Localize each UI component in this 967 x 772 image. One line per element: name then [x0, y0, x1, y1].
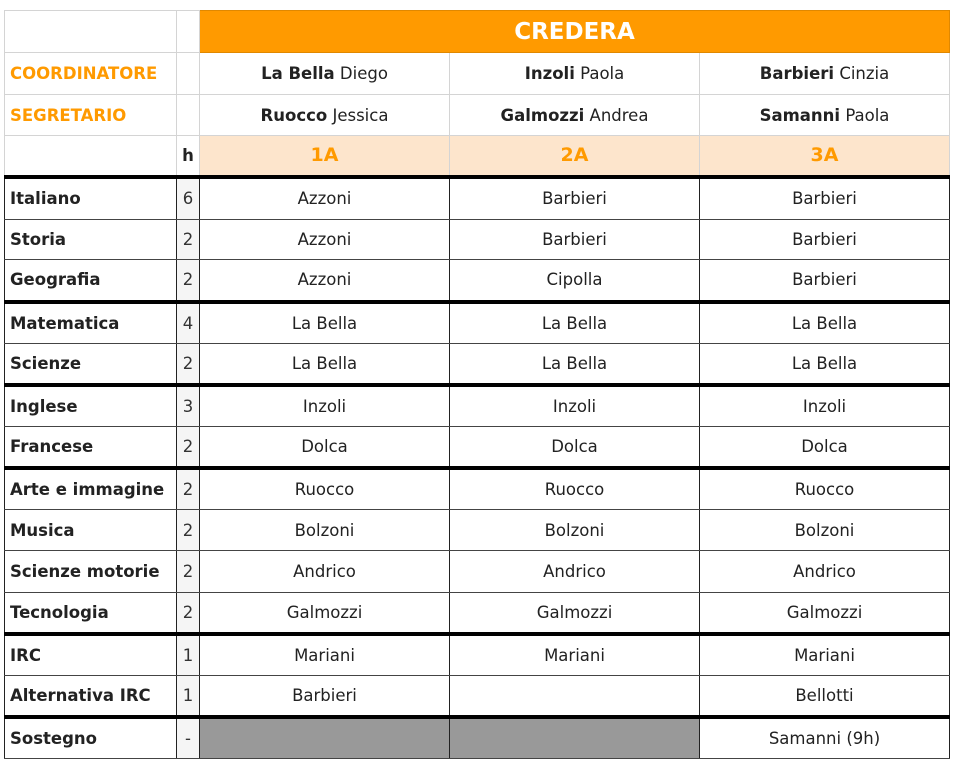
- teacher-cell-2a[interactable]: Mariani: [450, 634, 700, 676]
- teacher-cell-1a[interactable]: La Bella: [200, 344, 450, 385]
- subject-cell[interactable]: Sostegno: [5, 717, 177, 759]
- teacher-cell-3a[interactable]: Bolzoni: [700, 510, 950, 551]
- teacher-cell-2a[interactable]: Dolca: [450, 427, 700, 468]
- hours-cell[interactable]: 1: [177, 634, 200, 676]
- coordinatore-label[interactable]: COORDINATORE: [5, 53, 177, 95]
- empty-cell[interactable]: [5, 11, 177, 53]
- teacher-cell-3a[interactable]: Inzoli: [700, 385, 950, 427]
- teacher-cell-3a[interactable]: Samanni (9h): [700, 717, 950, 759]
- hours-cell[interactable]: 3: [177, 385, 200, 427]
- teacher-cell-3a[interactable]: Dolca: [700, 427, 950, 468]
- subject-cell[interactable]: Scienze: [5, 344, 177, 385]
- hours-cell[interactable]: 2: [177, 260, 200, 302]
- first-name: Diego: [339, 64, 388, 83]
- subject-cell[interactable]: Inglese: [5, 385, 177, 427]
- teacher-cell-2a[interactable]: Cipolla: [450, 260, 700, 302]
- coordinatore-2a[interactable]: [450, 53, 700, 95]
- table-row: [5, 717, 950, 759]
- coordinatore-row: [5, 53, 950, 95]
- teacher-cell-1a[interactable]: Mariani: [200, 634, 450, 676]
- teacher-cell-3a[interactable]: Mariani: [700, 634, 950, 676]
- subject-cell[interactable]: Francese: [5, 427, 177, 468]
- empty-cell[interactable]: [177, 53, 200, 95]
- teacher-cell-3a[interactable]: La Bella: [700, 302, 950, 344]
- segretario-1a[interactable]: [200, 95, 450, 136]
- unavailable-cell[interactable]: [450, 717, 700, 759]
- table-row: [5, 551, 950, 593]
- subject-cell[interactable]: Musica: [5, 510, 177, 551]
- teacher-cell-2a[interactable]: Galmozzi: [450, 593, 700, 634]
- first-name: Cinzia: [839, 64, 890, 83]
- hours-cell[interactable]: 2: [177, 468, 200, 510]
- subject-cell[interactable]: Scienze motorie: [5, 551, 177, 593]
- school-title[interactable]: CREDERA: [200, 11, 950, 53]
- empty-cell[interactable]: [177, 11, 200, 53]
- hours-header[interactable]: h: [177, 136, 200, 177]
- segretario-label[interactable]: SEGRETARIO: [5, 95, 177, 136]
- table-row: [5, 260, 950, 302]
- table-row: [5, 385, 950, 427]
- hours-cell[interactable]: 6: [177, 177, 200, 220]
- hours-cell[interactable]: 2: [177, 510, 200, 551]
- first-name: Paola: [845, 105, 890, 125]
- last-name: Galmozzi: [500, 105, 585, 125]
- empty-cell[interactable]: [5, 136, 177, 177]
- teacher-assignment-table: [4, 10, 950, 759]
- table-row: [5, 593, 950, 634]
- hours-cell[interactable]: 2: [177, 427, 200, 468]
- table-row: [5, 427, 950, 468]
- last-name: Ruocco: [260, 105, 328, 125]
- teacher-cell-3a[interactable]: La Bella: [700, 344, 950, 385]
- teacher-cell-1a[interactable]: La Bella: [200, 302, 450, 344]
- class-header-1a[interactable]: 1A: [200, 136, 450, 177]
- class-header-2a[interactable]: 2A: [450, 136, 700, 177]
- table-row: [5, 634, 950, 676]
- subject-cell[interactable]: Alternativa IRC: [5, 676, 177, 717]
- segretario-row: [5, 95, 950, 136]
- teacher-cell-2a[interactable]: La Bella: [450, 302, 700, 344]
- teacher-cell-2a[interactable]: Bolzoni: [450, 510, 700, 551]
- last-name: Barbieri: [759, 64, 835, 83]
- teacher-cell-2a[interactable]: Andrico: [450, 551, 700, 593]
- subject-cell[interactable]: Italiano: [5, 177, 177, 220]
- class-header-row: [5, 136, 950, 177]
- teacher-cell-2a[interactable]: Barbieri: [450, 177, 700, 220]
- first-name: Paola: [580, 64, 625, 83]
- teacher-cell-3a[interactable]: Galmozzi: [700, 593, 950, 634]
- teacher-cell-1a[interactable]: Ruocco: [200, 468, 450, 510]
- coordinatore-1a[interactable]: [200, 53, 450, 95]
- first-name: Andrea: [589, 105, 649, 125]
- teacher-cell-3a[interactable]: Andrico: [700, 551, 950, 593]
- table-row: [5, 220, 950, 260]
- hours-cell[interactable]: 4: [177, 302, 200, 344]
- last-name: Samanni: [759, 105, 841, 125]
- teacher-cell-3a[interactable]: Barbieri: [700, 177, 950, 220]
- last-name: Inzoli: [524, 64, 575, 83]
- teacher-cell-1a[interactable]: Inzoli: [200, 385, 450, 427]
- hours-cell[interactable]: 1: [177, 676, 200, 717]
- coordinatore-3a[interactable]: [700, 53, 950, 95]
- teacher-cell-1a[interactable]: Barbieri: [200, 676, 450, 717]
- last-name: La Bella: [261, 64, 335, 83]
- subject-cell[interactable]: IRC: [5, 634, 177, 676]
- teacher-cell-1a[interactable]: Azzoni: [200, 220, 450, 260]
- teacher-cell-2a[interactable]: Inzoli: [450, 385, 700, 427]
- hours-cell[interactable]: 2: [177, 344, 200, 385]
- table-row: [5, 510, 950, 551]
- teacher-cell-2a[interactable]: La Bella: [450, 344, 700, 385]
- teacher-cell-1a[interactable]: Galmozzi: [200, 593, 450, 634]
- hours-cell[interactable]: 2: [177, 220, 200, 260]
- subject-cell[interactable]: Tecnologia: [5, 593, 177, 634]
- teacher-cell-1a[interactable]: Andrico: [200, 551, 450, 593]
- teacher-cell-2a[interactable]: Barbieri: [450, 220, 700, 260]
- hours-cell[interactable]: -: [177, 717, 200, 759]
- hours-cell[interactable]: 2: [177, 593, 200, 634]
- title-row: [5, 11, 950, 53]
- subject-cell[interactable]: Geografia: [5, 260, 177, 302]
- subject-cell[interactable]: Arte e immagine: [5, 468, 177, 510]
- subject-cell[interactable]: Storia: [5, 220, 177, 260]
- teacher-cell-3a[interactable]: Barbieri: [700, 260, 950, 302]
- teacher-cell-2a[interactable]: [450, 676, 700, 717]
- teacher-cell-3a[interactable]: Ruocco: [700, 468, 950, 510]
- table-row: [5, 177, 950, 220]
- empty-cell[interactable]: [177, 95, 200, 136]
- class-header-3a[interactable]: 3A: [700, 136, 950, 177]
- teacher-cell-3a[interactable]: Bellotti: [700, 676, 950, 717]
- first-name: Jessica: [332, 105, 389, 125]
- subject-cell[interactable]: Matematica: [5, 302, 177, 344]
- teacher-cell-1a[interactable]: Azzoni: [200, 177, 450, 220]
- hours-cell[interactable]: 2: [177, 551, 200, 593]
- unavailable-cell[interactable]: [200, 717, 450, 759]
- teacher-cell-2a[interactable]: Ruocco: [450, 468, 700, 510]
- segretario-2a[interactable]: [450, 95, 700, 136]
- table-row: [5, 344, 950, 385]
- table-row: [5, 676, 950, 717]
- teacher-cell-1a[interactable]: Bolzoni: [200, 510, 450, 551]
- teacher-cell-1a[interactable]: Azzoni: [200, 260, 450, 302]
- table-row: [5, 468, 950, 510]
- table-row: [5, 302, 950, 344]
- teacher-cell-1a[interactable]: Dolca: [200, 427, 450, 468]
- segretario-3a[interactable]: [700, 95, 950, 136]
- teacher-cell-3a[interactable]: Barbieri: [700, 220, 950, 260]
